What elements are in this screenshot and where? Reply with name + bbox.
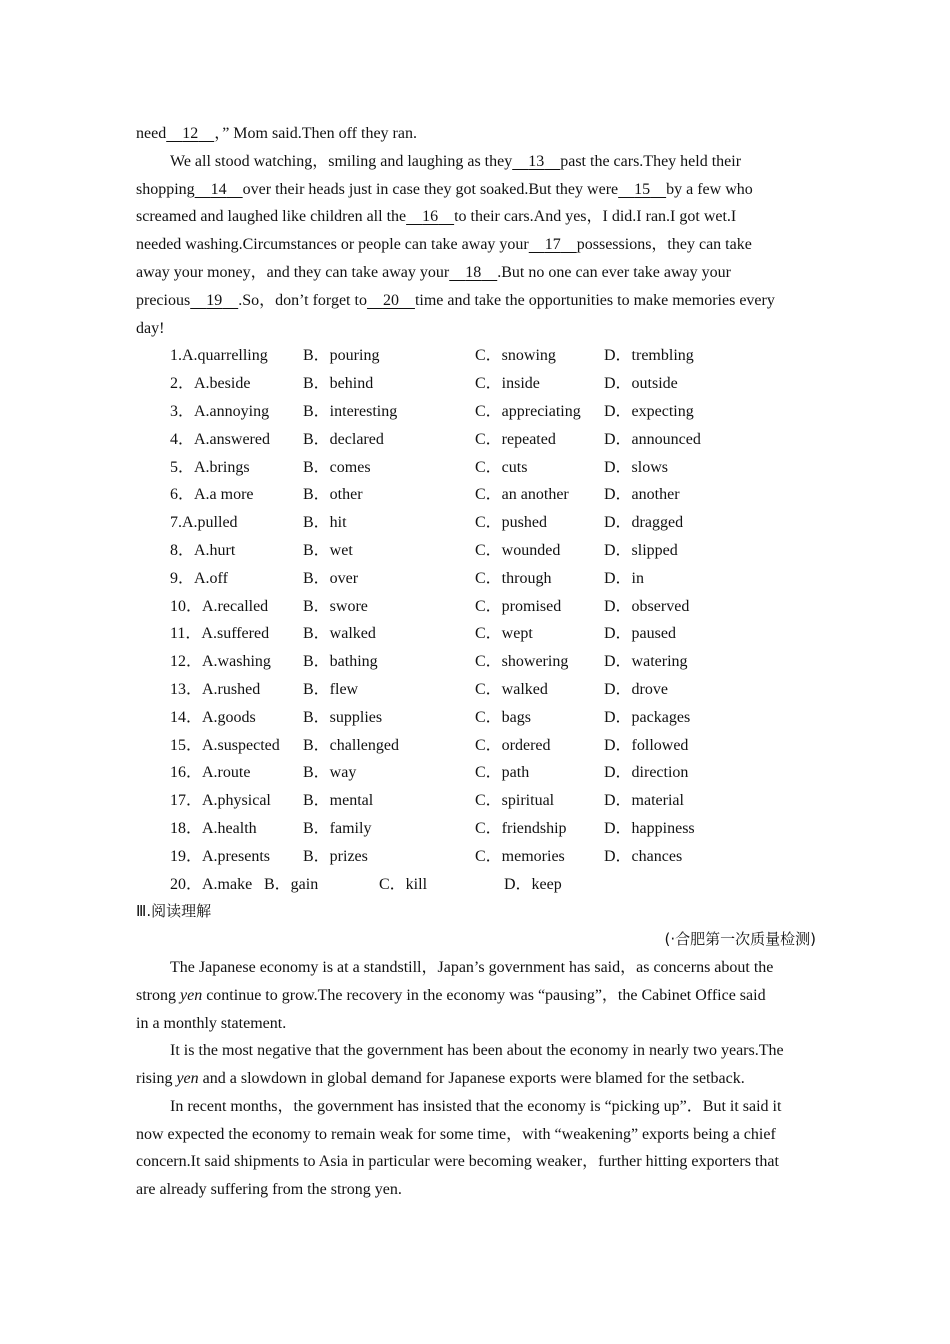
blank: 18 <box>465 263 482 281</box>
cloze-line <box>136 120 816 148</box>
cloze-line: needed washing.Circumstances or people can take away your 17 possessions，they can take <box>136 231 816 259</box>
blank: 17 <box>544 236 561 254</box>
option-row: 14．A.goods B．supplies C．bags D．packages <box>170 708 691 726</box>
option-row: 20．A.make B．gain C．kill D．keep <box>170 875 562 893</box>
option-row: 13．A.rushed B．flew C．walked D．drove <box>170 680 668 698</box>
option-row: 12．A.washing B．bathing C．showering D．watering <box>170 653 688 671</box>
option-row: 11．A.suffered B．walked C．wept D．paused <box>170 625 676 643</box>
option-row: 1.A.quarrelling B．pouring C．snowing D．trembling <box>170 347 694 365</box>
section-heading: Ⅲ.阅读理解 <box>136 902 212 921</box>
cloze-line: away your money，and they can take away your 18 .But no one can ever take away your <box>136 259 816 287</box>
cloze-line: day! <box>136 319 165 337</box>
document-page <box>136 120 816 1204</box>
blank: 19 <box>206 291 223 309</box>
options-list <box>136 342 816 898</box>
blank: 13 <box>528 152 545 170</box>
cloze-line: screamed and laughed like children all the 16 to their cars.And yes，I did.I ran.I got wet.I <box>136 203 816 231</box>
option-row: 15．A.suspected B．challenged C．ordered D．followed <box>170 736 689 754</box>
reading-paragraph: It is the most negative that the government has been about the economy in nearly two years.The rising yen and a slowdown in global demand for Japanese exports were blamed for the setback. <box>136 1042 784 1088</box>
option-row: 6．A.a more B．other C．an another D．another <box>170 486 680 504</box>
reading-paragraph: In recent months，the government has insisted that the economy is “picking up”．But it said it now expected the economy to remain weak for some time，with “weakening” exports being a chief concern.It said shipments to Asia in particular were becoming weaker，further hitting exporters that are already suffering from the strong yen. <box>136 1097 782 1199</box>
text: ，” Mom said.Then off they ran. <box>214 125 417 142</box>
reading-paragraph: The Japanese economy is at a standstill，Japan’s government has said，as concerns about the strong yen continue to grow.The recovery in the economy was “pausing”，the Cabinet Office said in a monthly statement. <box>136 958 774 1032</box>
option-row: 18．A.health B．family C．friendship D．happiness <box>170 819 695 837</box>
blank: 20 <box>382 291 399 309</box>
option-row: 10．A.recalled B．swore C．promised D．observed <box>170 597 690 615</box>
option-row: 8．A.hurt B．wet C．wounded D．slipped <box>170 541 678 559</box>
blank: 16 <box>422 208 439 226</box>
option-row: 7.A.pulled B．hit C．pushed D．dragged <box>170 514 684 532</box>
option-row: 3．A.annoying B．interesting C．appreciating D．expecting <box>170 402 694 420</box>
option-row: 2．A.beside B．behind C．inside D．outside <box>170 375 678 393</box>
source-note: (·合肥第一次质量检测) <box>664 930 816 949</box>
option-row: 17．A.physical B．mental C．spiritual D．material <box>170 792 684 810</box>
blank: 15 <box>634 180 651 198</box>
cloze-line: shopping 14 over their heads just in case they got soaked.But they were 15 by a few who <box>136 176 816 204</box>
text: need <box>136 125 167 142</box>
cloze-line: We all stood watching，smiling and laughing as they 13 past the cars.They held their <box>136 148 816 176</box>
option-row: 4．A.answered B．declared C．repeated D．announced <box>170 430 701 448</box>
cloze-line: precious 19 .So，don’t forget to 20 time and take the opportunities to make memories every <box>136 287 816 315</box>
option-row: 9．A.off B．over C．through D．in <box>170 569 645 587</box>
blank: 14 <box>210 180 227 198</box>
option-row: 16．A.route B．way C．path D．direction <box>170 764 689 782</box>
option-row: 5．A.brings B．comes C．cuts D．slows <box>170 458 669 476</box>
option-row: 19．A.presents B．prizes C．memories D．chances <box>170 847 683 865</box>
blank: 12 <box>182 125 199 142</box>
